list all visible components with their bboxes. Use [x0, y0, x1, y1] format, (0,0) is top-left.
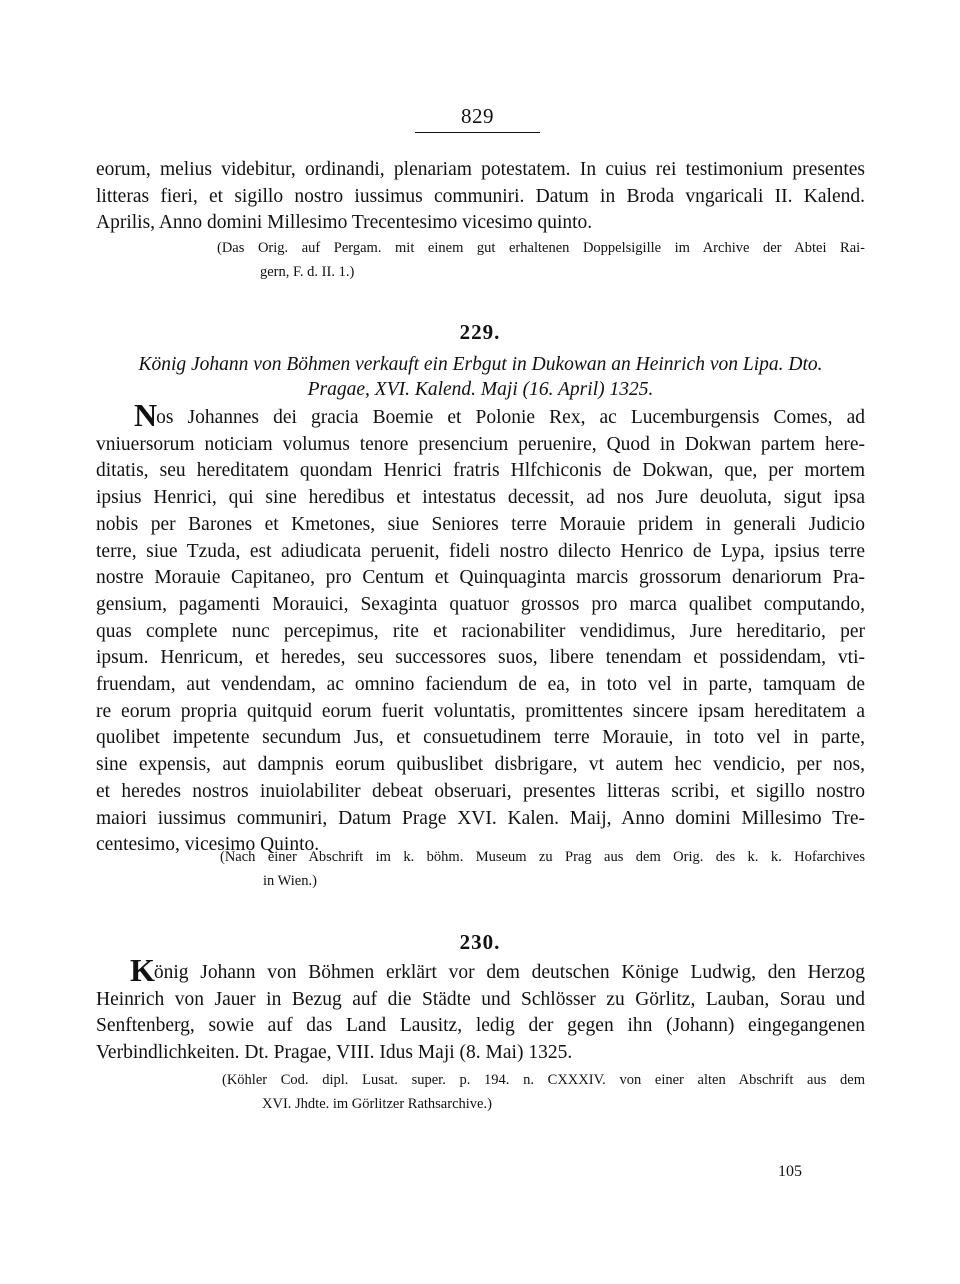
text-line: litteras fieri, et sigillo nostro iussimus communiri. Datum in Broda vngaricali II. Kalend. [96, 185, 865, 207]
text-line: quas complete nunc percepimus, rite et racionabiliter vendidimus, Jure hereditario, per [96, 620, 865, 642]
document-number-229: 229. [459, 320, 501, 344]
text-line [96, 397, 865, 433]
first-line-text: os Johannes dei gracia Boemie et Polonie Rex, ac Lucemburgensis Comes, ad [156, 407, 865, 428]
text-line: maiori iussimus communiri, Datum Prage XVI. Kalen. Maij, Anno domini Millesimo Tre- [96, 807, 865, 829]
text-line: vniuersorum noticiam volumus tenore presencium peruenire, Quod in Dokwan partem here- [96, 433, 865, 455]
first-line-text: önig Johann von Böhmen erklärt vor dem deutschen Könige Ludwig, den Herzog [153, 962, 865, 983]
text-line: gensium, pagamenti Morauici, Sexaginta quatuor grossos pro marca qualibet computando, [96, 593, 865, 615]
document-heading-229 [96, 352, 865, 402]
note-line: in Wien.) [263, 873, 317, 889]
text-line: re eorum propria quitquid eorum fuerit voluntatis, promittentes sincere ipsam hereditatem a [96, 700, 865, 722]
text-line: centesimo, vicesimo Quinto. [96, 834, 320, 856]
text-line: sine expensis, aut dampnis eorum quibuslibet disbrigare, vt autem hec vendicio, per nos, [96, 754, 865, 776]
note-line: (Das Orig. auf Pergam. mit einem gut erhaltenen Doppelsigille im Archive der Abtei Rai- [217, 240, 865, 256]
text-line: eorum, melius videbitur, ordinandi, plenariam potestatem. In cuius rei testimonium presentes [96, 159, 865, 180]
note-line: (Nach einer Abschrift im k. böhm. Museum zu Prag aus dem Orig. des k. k. Hofarchives [220, 849, 865, 865]
document-body-229 [96, 397, 865, 859]
initial-letter: K [130, 952, 154, 988]
text-line: terre, siue Tzuda, est adiudicata peruenit, fideli nostro dilecto Henrico de Lypa, ipsius terre [96, 540, 865, 562]
source-note-230 [222, 1068, 865, 1116]
continuation-text [96, 157, 865, 237]
header-rule [415, 132, 540, 133]
initial-letter: N [134, 397, 157, 433]
note-line: gern, F. d. II. 1.) [260, 264, 355, 280]
text-line: quolibet impetente secundum Jus, et consuetudinem terre Morauie, in toto vel in parte, [96, 727, 865, 749]
document-number-230: 230. [459, 930, 501, 954]
page-number: 829 [461, 104, 494, 128]
signature-mark: 105 [778, 1163, 802, 1180]
note-line: XVI. Jhdte. im Görlitzer Rathsarchive.) [262, 1096, 492, 1112]
text-line: nostre Morauie Capitaneo, pro Centum et Quinquaginta marcis grossorum denariorum Pra- [96, 567, 865, 589]
text-line: ditatis, seu hereditatem quondam Henrici fratris Hlfchiconis de Dokwan, que, per mortem [96, 460, 865, 482]
heading-line: König Johann von Böhmen verkauft ein Erbgut in Dukowan an Heinrich von Lipa. Dto. [138, 354, 823, 375]
document-body-230 [96, 952, 865, 1067]
text-line [96, 952, 865, 988]
text-line: Heinrich von Jauer in Bezug auf die Städte und Schlösser zu Görlitz, Lauban, Sorau und [96, 988, 865, 1010]
heading-line: Pragae, XVI. Kalend. Maji (16. April) 1325. [307, 379, 654, 400]
source-note-228 [217, 236, 865, 284]
text-line: fruendam, aut vendendam, ac omnino faciendum de ea, in toto vel in parte, tamquam de [96, 674, 865, 696]
text-line: nobis per Barones et Kmetones, siue Seniores terre Morauie pridem in generali Judicio [96, 513, 865, 535]
text-line: Senftenberg, sowie auf das Land Lausitz, ledig der gegen ihn (Johann) eingegangenen [96, 1015, 865, 1037]
source-note-229 [220, 845, 865, 893]
text-line: et heredes nostros inuiolabiliter debeat obseruari, presentes litteras scribi, et sigillo nostro [96, 780, 865, 802]
note-line: (Köhler Cod. dipl. Lusat. super. p. 194. n. CXXXIV. von einer alten Abschrift aus dem [222, 1072, 865, 1088]
text-line: ipsius Henrici, qui sine heredibus et intestatus decessit, ad nos Jure deuoluta, sigut ipsa [96, 487, 865, 509]
text-line: Verbindlichkeiten. Dt. Pragae, VIII. Idus Maji (8. Mai) 1325. [96, 1042, 573, 1064]
text-line: Aprilis, Anno domini Millesimo Trecentesimo vicesimo quinto. [96, 212, 593, 234]
text-line: ipsum. Henricum, et heredes, seu successores suos, libere tenendam et possidendam, vti- [96, 647, 865, 669]
